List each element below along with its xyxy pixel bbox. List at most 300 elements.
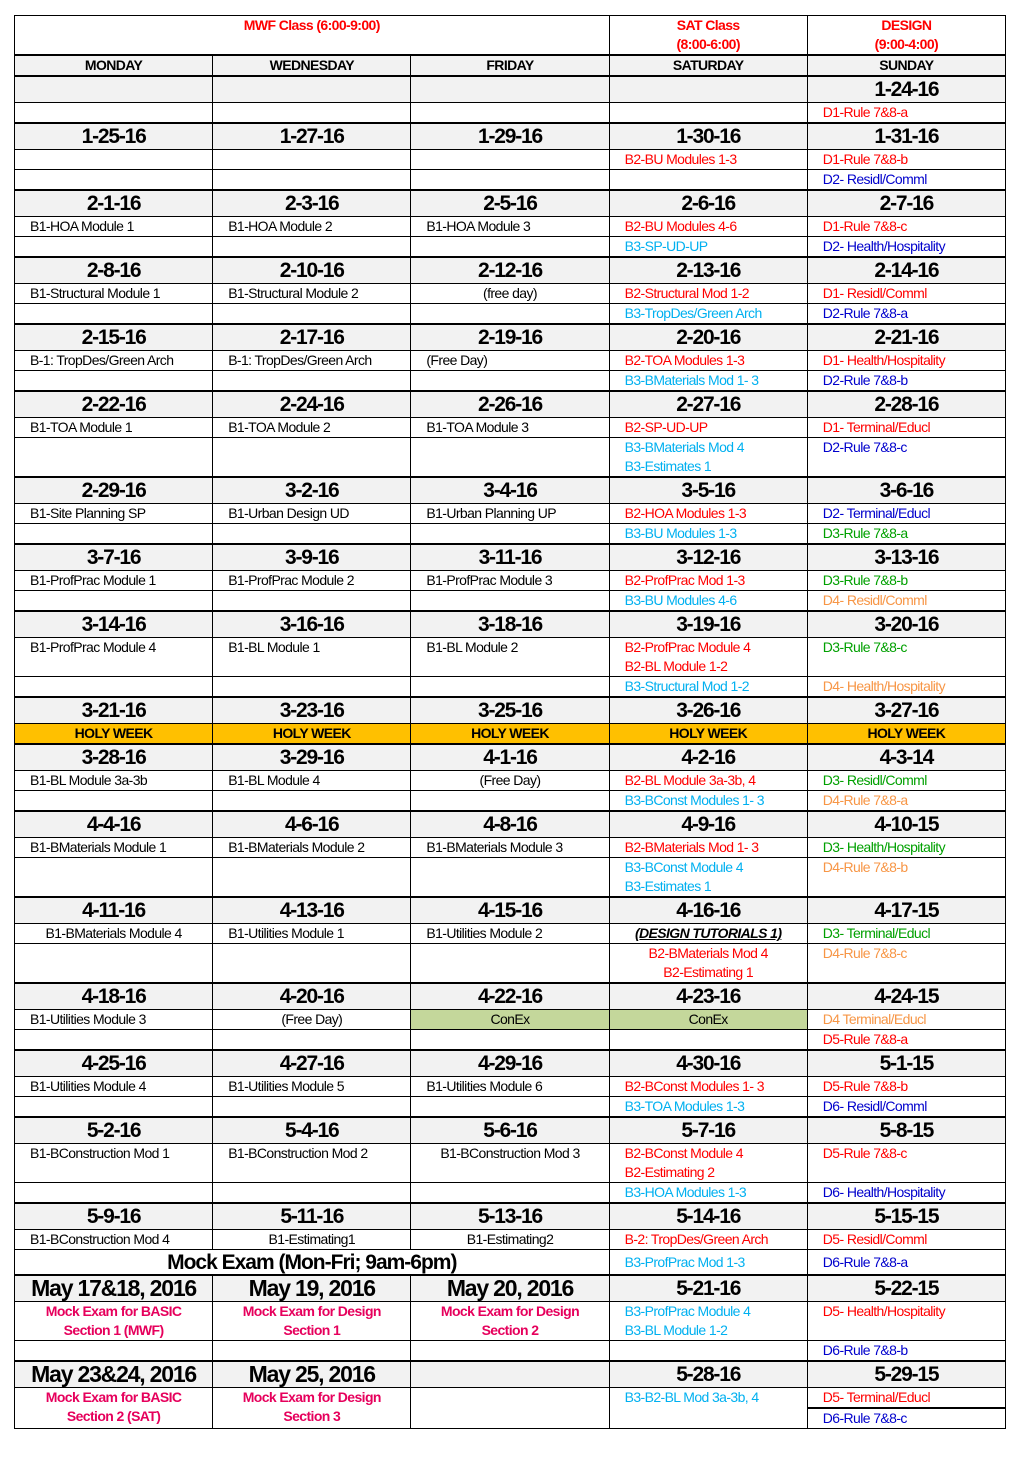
schedule-row <box>15 1010 1006 1030</box>
session-cell-wednesday: B1-BMaterials Module 2 <box>213 838 411 858</box>
date-cell-wednesday: 3-16-16 <box>213 611 411 638</box>
date-cell-sunday: 2-21-16 <box>807 324 1005 351</box>
schedule-row <box>15 103 1006 124</box>
date-cell-sunday: 2-14-16 <box>807 257 1005 284</box>
day-sunday: SUNDAY <box>807 55 1005 76</box>
session-cell-friday: B1-HOA Module 3 <box>411 217 609 237</box>
empty-cell <box>213 677 411 698</box>
schedule-row <box>15 504 1006 524</box>
session-cell-monday: B1-Structural Module 1 <box>15 284 213 304</box>
date-cell-wednesday: 1-27-16 <box>213 123 411 150</box>
session-cell-sunday: D2-Rule 7&8-b <box>807 371 1005 392</box>
date-cell-friday <box>411 76 609 103</box>
date-cell-monday: 4-4-16 <box>15 811 213 838</box>
session-cell-saturday: B3-SP-UD-UP <box>609 237 807 258</box>
design-class-header: DESIGN (9:00-4:00) <box>807 16 1005 56</box>
schedule-row <box>15 438 1006 478</box>
schedule-row <box>15 170 1006 191</box>
date-cell-wednesday: 3-29-16 <box>213 744 411 771</box>
date-cell-sunday: 4-3-14 <box>807 744 1005 771</box>
date-cell-saturday: 2-13-16 <box>609 257 807 284</box>
empty-cell <box>411 371 609 392</box>
empty-cell <box>15 791 213 812</box>
date-cell-sunday: 1-31-16 <box>807 123 1005 150</box>
date-cell-monday: 2-8-16 <box>15 257 213 284</box>
session-cell-saturday: B2-BL Module 3a-3b, 4 <box>609 771 807 791</box>
date-cell-monday: 2-1-16 <box>15 190 213 217</box>
date-cell-monday: 4-25-16 <box>15 1050 213 1077</box>
session-cell-sunday: D5- Health/Hospitality <box>807 1302 1005 1341</box>
date-row <box>15 257 1006 284</box>
session-cell-sunday: D6-Rule 7&8-a <box>807 1250 1005 1276</box>
date-cell-sunday: 5-8-15 <box>807 1117 1005 1144</box>
session-cell-saturday: B3-BConst Modules 1- 3 <box>609 791 807 812</box>
session-cell-wednesday: B1-BL Module 4 <box>213 771 411 791</box>
empty-cell <box>15 1030 213 1051</box>
session-cell-saturday: B2-ProfPrac Module 4 B2-BL Module 1-2 <box>609 638 807 677</box>
empty-cell <box>609 103 807 124</box>
session-cell-monday: B1-ProfPrac Module 1 <box>15 571 213 591</box>
schedule-row <box>15 1077 1006 1097</box>
date-cell-friday: 4-15-16 <box>411 897 609 924</box>
empty-cell <box>15 1341 213 1362</box>
date-cell-monday: 4-18-16 <box>15 983 213 1010</box>
session-cell-sunday: D1- Residl/Comml <box>807 284 1005 304</box>
date-cell-friday: 2-19-16 <box>411 324 609 351</box>
session-cell-friday: B1-Utilities Module 6 <box>411 1077 609 1097</box>
date-cell-friday: 2-26-16 <box>411 391 609 418</box>
date-cell-friday: 3-25-16 <box>411 697 609 724</box>
session-cell-saturday: ConEx <box>609 1010 807 1030</box>
date-row <box>15 324 1006 351</box>
session-cell-friday: B1-Utilities Module 2 <box>411 924 609 944</box>
date-cell-wednesday: 4-13-16 <box>213 897 411 924</box>
session-cell-saturday: B2-BU Modules 1-3 <box>609 150 807 170</box>
empty-cell <box>213 791 411 812</box>
empty-cell <box>213 103 411 124</box>
session-cell-friday: Mock Exam for Design Section 2 <box>411 1302 609 1341</box>
date-cell-monday: 2-29-16 <box>15 477 213 504</box>
date-cell-sunday: 5-15-15 <box>807 1203 1005 1230</box>
date-cell-wednesday: 3-2-16 <box>213 477 411 504</box>
session-cell-friday: B1-Estimating2 <box>411 1230 609 1250</box>
session-cell-saturday: B3-BConst Module 4 B3-Estimates 1 <box>609 858 807 898</box>
date-cell-wednesday: May 25, 2016 <box>213 1361 411 1388</box>
session-cell-sunday: D2-Rule 7&8-a <box>807 304 1005 325</box>
empty-cell <box>213 1097 411 1118</box>
schedule-row <box>15 1097 1006 1118</box>
date-row <box>15 744 1006 771</box>
date-row <box>15 697 1006 724</box>
session-cell-friday: B1-BMaterials Module 3 <box>411 838 609 858</box>
date-cell-saturday: 5-7-16 <box>609 1117 807 1144</box>
empty-cell <box>213 237 411 258</box>
session-cell-saturday: B3-ProfPrac Mod 1-3 <box>609 1250 807 1276</box>
session-cell-saturday: B2-BMaterials Mod 1- 3 <box>609 838 807 858</box>
schedule-row <box>15 284 1006 304</box>
date-cell-monday: May 17&18, 2016 <box>15 1275 213 1302</box>
date-cell-friday: 4-1-16 <box>411 744 609 771</box>
empty-cell <box>213 150 411 170</box>
session-cell-saturday: B2-BMaterials Mod 4 B2-Estimating 1 <box>609 944 807 984</box>
empty-cell <box>15 150 213 170</box>
schedule-row <box>15 1144 1006 1183</box>
date-cell-saturday: 4-9-16 <box>609 811 807 838</box>
session-cell-saturday: B3-ProfPrac Module 4 B3-BL Module 1-2 <box>609 1302 807 1341</box>
date-row <box>15 611 1006 638</box>
date-row <box>15 983 1006 1010</box>
date-cell-sunday: 3-27-16 <box>807 697 1005 724</box>
date-cell-wednesday: 4-20-16 <box>213 983 411 1010</box>
session-cell-sunday: D3- Health/Hospitality <box>807 838 1005 858</box>
session-cell-sunday: D2-Rule 7&8-c <box>807 438 1005 478</box>
date-cell-sunday: 5-22-15 <box>807 1275 1005 1302</box>
class-schedule-table <box>14 15 1006 1429</box>
empty-cell <box>411 1388 609 1429</box>
empty-cell <box>411 103 609 124</box>
date-row <box>15 1117 1006 1144</box>
session-cell-saturday: (DESIGN TUTORIALS 1) <box>609 924 807 944</box>
session-cell-sunday: D5-Rule 7&8-a <box>807 1030 1005 1051</box>
session-cell-wednesday: B1-Utilities Module 5 <box>213 1077 411 1097</box>
session-cell-wednesday: B1-Structural Module 2 <box>213 284 411 304</box>
session-cell-sunday: D4- Health/Hospitality <box>807 677 1005 698</box>
session-cell-saturday: B2-BConst Module 4 B2-Estimating 2 <box>609 1144 807 1183</box>
schedule-row <box>15 791 1006 812</box>
session-cell-monday: B1-BConstruction Mod 1 <box>15 1144 213 1183</box>
session-cell-sunday <box>807 1388 1005 1429</box>
session-cell-sunday: D2- Health/Hospitality <box>807 237 1005 258</box>
empty-cell <box>15 438 213 478</box>
empty-cell <box>213 170 411 191</box>
date-cell-wednesday: 2-10-16 <box>213 257 411 284</box>
empty-cell <box>15 944 213 984</box>
holy-week-cell: HOLY WEEK <box>213 724 411 745</box>
empty-cell <box>213 304 411 325</box>
date-cell-sunday: 1-24-16 <box>807 76 1005 103</box>
schedule-row <box>15 677 1006 698</box>
schedule-row <box>15 150 1006 170</box>
date-cell-wednesday: May 19, 2016 <box>213 1275 411 1302</box>
date-cell-wednesday: 3-23-16 <box>213 697 411 724</box>
empty-cell <box>411 524 609 545</box>
session-cell-monday: B1-Site Planning SP <box>15 504 213 524</box>
session-cell-saturday: B2-ProfPrac Mod 1-3 <box>609 571 807 591</box>
session-cell-wednesday: B1-TOA Module 2 <box>213 418 411 438</box>
session-cell-saturday: B2-BConst Modules 1- 3 <box>609 1077 807 1097</box>
empty-cell <box>213 591 411 612</box>
date-row <box>15 897 1006 924</box>
session-cell-wednesday: B1-BL Module 1 <box>213 638 411 677</box>
date-cell-monday: 2-22-16 <box>15 391 213 418</box>
session-cell-monday: B1-BMaterials Module 1 <box>15 838 213 858</box>
empty-cell <box>213 524 411 545</box>
session-cell-friday: B1-BL Module 2 <box>411 638 609 677</box>
date-cell-sunday: 5-1-15 <box>807 1050 1005 1077</box>
date-cell-friday: 2-12-16 <box>411 257 609 284</box>
session-cell-saturday: B3-BU Modules 4-6 <box>609 591 807 612</box>
schedule-row <box>15 1230 1006 1250</box>
empty-cell <box>609 170 807 191</box>
session-cell-wednesday: B-1: TropDes/Green Arch <box>213 351 411 371</box>
date-cell-monday: 3-14-16 <box>15 611 213 638</box>
schedule-row <box>15 638 1006 677</box>
empty-cell <box>411 591 609 612</box>
empty-cell <box>15 591 213 612</box>
date-cell-saturday: 3-19-16 <box>609 611 807 638</box>
schedule-row <box>15 351 1006 371</box>
session-cell-saturday: B3-BU Modules 1-3 <box>609 524 807 545</box>
session-cell-friday: B1-Urban Planning UP <box>411 504 609 524</box>
session-cell-saturday: B2-SP-UD-UP <box>609 418 807 438</box>
date-cell-monday: 3-21-16 <box>15 697 213 724</box>
date-cell-saturday: 1-30-16 <box>609 123 807 150</box>
schedule-row <box>15 858 1006 898</box>
schedule-row <box>15 1030 1006 1051</box>
date-row <box>15 1050 1006 1077</box>
schedule-row <box>15 838 1006 858</box>
date-cell-saturday: 4-23-16 <box>609 983 807 1010</box>
session-text: D6-Rule 7&8-c <box>808 1407 1005 1428</box>
session-cell-friday: B1-ProfPrac Module 3 <box>411 571 609 591</box>
date-cell-sunday: 4-17-15 <box>807 897 1005 924</box>
date-cell-friday: 2-5-16 <box>411 190 609 217</box>
date-cell-saturday: 3-5-16 <box>609 477 807 504</box>
date-cell-sunday: 5-29-15 <box>807 1361 1005 1388</box>
date-row <box>15 76 1006 103</box>
empty-cell <box>15 524 213 545</box>
session-cell-monday: B1-Utilities Module 4 <box>15 1077 213 1097</box>
date-cell-saturday: 4-2-16 <box>609 744 807 771</box>
session-cell-sunday: D1-Rule 7&8-b <box>807 150 1005 170</box>
session-cell-wednesday: B1-Estimating1 <box>213 1230 411 1250</box>
schedule-row <box>15 217 1006 237</box>
session-cell-monday: B1-BConstruction Mod 4 <box>15 1230 213 1250</box>
empty-cell <box>15 1097 213 1118</box>
day-friday: FRIDAY <box>411 55 609 76</box>
schedule-row <box>15 924 1006 944</box>
holy-week-cell: HOLY WEEK <box>807 724 1005 745</box>
session-cell-monday: B1-BL Module 3a-3b <box>15 771 213 791</box>
empty-cell <box>15 237 213 258</box>
date-cell-monday: 2-15-16 <box>15 324 213 351</box>
session-cell-saturday: B-2: TropDes/Green Arch <box>609 1230 807 1250</box>
empty-cell <box>15 858 213 898</box>
session-cell-wednesday: B1-ProfPrac Module 2 <box>213 571 411 591</box>
date-cell-friday <box>411 1361 609 1388</box>
schedule-row <box>15 1183 1006 1204</box>
schedule-row <box>15 237 1006 258</box>
session-cell-sunday: D3- Terminal/Educl <box>807 924 1005 944</box>
session-cell-friday: ConEx <box>411 1010 609 1030</box>
holy-week-row <box>15 724 1006 745</box>
date-cell-friday: 3-4-16 <box>411 477 609 504</box>
session-cell-sunday: D4-Rule 7&8-c <box>807 944 1005 984</box>
date-cell-sunday: 3-6-16 <box>807 477 1005 504</box>
empty-cell <box>411 237 609 258</box>
session-cell-wednesday: (Free Day) <box>213 1010 411 1030</box>
date-cell-sunday: 4-10-15 <box>807 811 1005 838</box>
session-cell-friday: B1-BConstruction Mod 3 <box>411 1144 609 1183</box>
date-cell-monday: 3-28-16 <box>15 744 213 771</box>
session-cell-monday: Mock Exam for BASIC Section 2 (SAT) <box>15 1388 213 1429</box>
date-cell-saturday: 4-30-16 <box>609 1050 807 1077</box>
session-cell-saturday: B3-B2-BL Mod 3a-3b, 4 <box>609 1388 807 1429</box>
day-wednesday: WEDNESDAY <box>213 55 411 76</box>
empty-cell <box>411 1030 609 1051</box>
session-cell-sunday: D4- Residl/Comml <box>807 591 1005 612</box>
session-cell-wednesday: Mock Exam for Design Section 3 <box>213 1388 411 1429</box>
empty-cell <box>411 438 609 478</box>
session-cell-saturday: B3-TOA Modules 1-3 <box>609 1097 807 1118</box>
schedule-row <box>15 418 1006 438</box>
date-cell-wednesday: 2-17-16 <box>213 324 411 351</box>
schedule-row <box>15 524 1006 545</box>
session-cell-monday: B1-ProfPrac Module 4 <box>15 638 213 677</box>
session-cell-wednesday: B1-BConstruction Mod 2 <box>213 1144 411 1183</box>
schedule-row <box>15 1250 1006 1276</box>
session-cell-saturday: B3-TropDes/Green Arch <box>609 304 807 325</box>
date-cell-friday: 1-29-16 <box>411 123 609 150</box>
empty-cell <box>411 858 609 898</box>
date-cell-sunday: 2-28-16 <box>807 391 1005 418</box>
empty-cell <box>15 170 213 191</box>
session-cell-wednesday: B1-Urban Design UD <box>213 504 411 524</box>
session-cell-sunday: D1-Rule 7&8-a <box>807 103 1005 124</box>
date-cell-saturday: 5-21-16 <box>609 1275 807 1302</box>
date-row <box>15 544 1006 571</box>
schedule-row <box>15 304 1006 325</box>
date-cell-saturday: 2-6-16 <box>609 190 807 217</box>
empty-cell <box>213 1030 411 1051</box>
empty-cell <box>213 1341 411 1362</box>
session-cell-wednesday: B1-HOA Module 2 <box>213 217 411 237</box>
empty-cell <box>411 1183 609 1204</box>
session-cell-monday: B1-Utilities Module 3 <box>15 1010 213 1030</box>
session-cell-saturday: B3-BMaterials Mod 1- 3 <box>609 371 807 392</box>
date-cell-monday: May 23&24, 2016 <box>15 1361 213 1388</box>
session-cell-saturday: B2-Structural Mod 1-2 <box>609 284 807 304</box>
date-cell-sunday: 2-7-16 <box>807 190 1005 217</box>
date-cell-wednesday: 2-24-16 <box>213 391 411 418</box>
date-cell-sunday: 3-13-16 <box>807 544 1005 571</box>
session-cell-sunday: D2- Residl/Comml <box>807 170 1005 191</box>
session-cell-sunday: D2- Terminal/Educl <box>807 504 1005 524</box>
session-cell-sunday: D3-Rule 7&8-c <box>807 638 1005 677</box>
empty-cell <box>213 1183 411 1204</box>
date-row <box>15 391 1006 418</box>
session-cell-friday: (Free Day) <box>411 351 609 371</box>
session-cell-wednesday: B1-Utilities Module 1 <box>213 924 411 944</box>
session-cell-sunday: D1- Health/Hospitality <box>807 351 1005 371</box>
date-cell-monday: 4-11-16 <box>15 897 213 924</box>
date-row <box>15 190 1006 217</box>
date-cell-wednesday: 5-4-16 <box>213 1117 411 1144</box>
session-cell-monday: B1-TOA Module 1 <box>15 418 213 438</box>
session-cell-saturday: B3-HOA Modules 1-3 <box>609 1183 807 1204</box>
holy-week-cell: HOLY WEEK <box>609 724 807 745</box>
date-cell-sunday: 4-24-15 <box>807 983 1005 1010</box>
date-cell-wednesday: 3-9-16 <box>213 544 411 571</box>
date-cell-friday: May 20, 2016 <box>411 1275 609 1302</box>
date-cell-monday: 5-2-16 <box>15 1117 213 1144</box>
session-cell-sunday: D4-Rule 7&8-a <box>807 791 1005 812</box>
session-cell-sunday: D6- Health/Hospitality <box>807 1183 1005 1204</box>
date-cell-saturday: 4-16-16 <box>609 897 807 924</box>
empty-cell <box>213 438 411 478</box>
date-cell-friday: 4-22-16 <box>411 983 609 1010</box>
empty-cell <box>411 944 609 984</box>
session-cell-friday: B1-TOA Module 3 <box>411 418 609 438</box>
empty-cell <box>411 1341 609 1362</box>
date-row <box>15 477 1006 504</box>
date-cell-monday: 3-7-16 <box>15 544 213 571</box>
date-cell-monday: 1-25-16 <box>15 123 213 150</box>
session-cell-sunday: D1- Terminal/Educl <box>807 418 1005 438</box>
date-cell-wednesday: 4-27-16 <box>213 1050 411 1077</box>
date-cell-saturday: 3-26-16 <box>609 697 807 724</box>
day-saturday: SATURDAY <box>609 55 807 76</box>
session-cell-sunday: D3-Rule 7&8-a <box>807 524 1005 545</box>
session-cell-saturday: B2-HOA Modules 1-3 <box>609 504 807 524</box>
mwf-class-header: MWF Class (6:00-9:00) <box>15 16 610 56</box>
empty-cell <box>213 944 411 984</box>
holy-week-cell: HOLY WEEK <box>411 724 609 745</box>
schedule-row <box>15 771 1006 791</box>
date-cell-friday: 5-13-16 <box>411 1203 609 1230</box>
empty-cell <box>213 858 411 898</box>
date-cell-saturday: 2-27-16 <box>609 391 807 418</box>
session-cell-sunday: D6- Residl/Comml <box>807 1097 1005 1118</box>
session-cell-sunday: D1-Rule 7&8-c <box>807 217 1005 237</box>
session-cell-monday: B-1: TropDes/Green Arch <box>15 351 213 371</box>
session-cell-monday: B1-HOA Module 1 <box>15 217 213 237</box>
date-cell-wednesday: 2-3-16 <box>213 190 411 217</box>
empty-cell <box>411 791 609 812</box>
empty-cell <box>213 371 411 392</box>
date-row <box>15 123 1006 150</box>
empty-cell <box>411 150 609 170</box>
date-cell-wednesday: 4-6-16 <box>213 811 411 838</box>
empty-cell <box>15 1183 213 1204</box>
session-cell-monday: Mock Exam for BASIC Section 1 (MWF) <box>15 1302 213 1341</box>
schedule-row <box>15 371 1006 392</box>
session-cell-saturday: B3-BMaterials Mod 4 B3-Estimates 1 <box>609 438 807 478</box>
empty-cell <box>609 1030 807 1051</box>
empty-cell <box>411 677 609 698</box>
date-row <box>15 1275 1006 1302</box>
date-cell-saturday: 3-12-16 <box>609 544 807 571</box>
date-row <box>15 1203 1006 1230</box>
empty-cell <box>15 677 213 698</box>
session-cell-sunday: D3-Rule 7&8-b <box>807 571 1005 591</box>
empty-cell <box>411 304 609 325</box>
date-cell-saturday <box>609 76 807 103</box>
date-cell-friday: 4-8-16 <box>411 811 609 838</box>
session-cell-saturday: B2-BU Modules 4-6 <box>609 217 807 237</box>
date-cell-saturday: 5-14-16 <box>609 1203 807 1230</box>
session-cell-sunday: D5- Residl/Comml <box>807 1230 1005 1250</box>
date-cell-monday: 5-9-16 <box>15 1203 213 1230</box>
schedule-row <box>15 1341 1006 1362</box>
empty-cell <box>609 1341 807 1362</box>
date-row <box>15 811 1006 838</box>
date-cell-sunday: 3-20-16 <box>807 611 1005 638</box>
session-cell-sunday: D4 Terminal/Educl <box>807 1010 1005 1030</box>
session-cell-friday: (Free Day) <box>411 771 609 791</box>
mock-exam-banner: Mock Exam (Mon-Fri; 9am-6pm) <box>15 1250 610 1276</box>
session-cell-sunday: D5-Rule 7&8-b <box>807 1077 1005 1097</box>
